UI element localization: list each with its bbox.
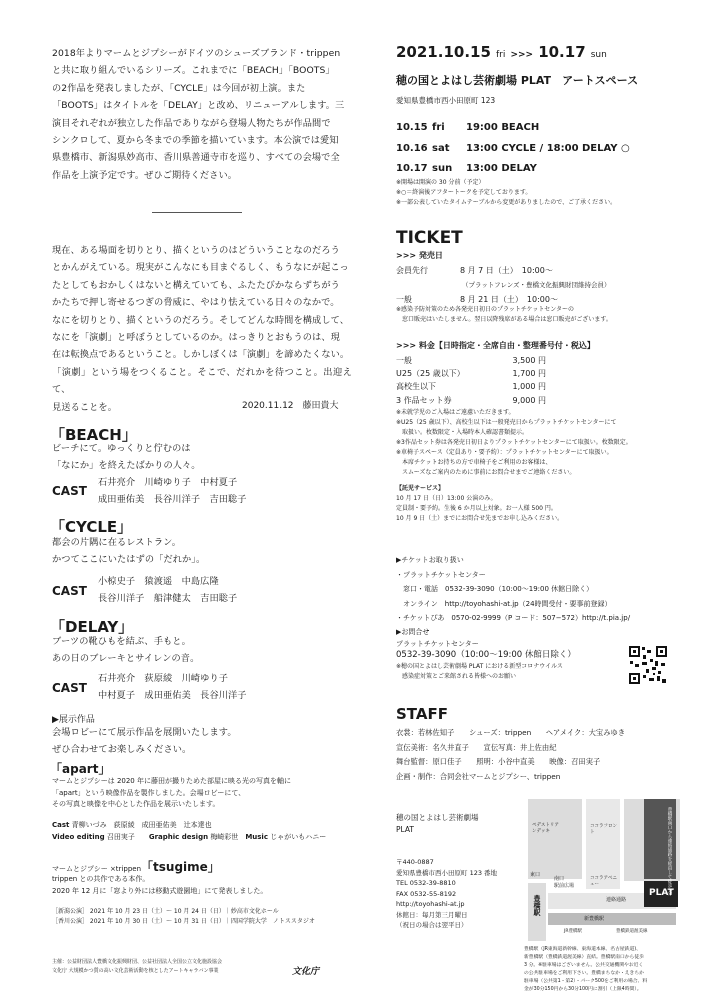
price-row xyxy=(396,380,546,393)
tsugime-line: 2020 年 12 月に「窓より外には移動式遊園地」にて発表しました。 xyxy=(52,886,268,895)
staff-title: STAFF xyxy=(396,705,448,723)
credit-value: 梅崎彩世 xyxy=(210,832,239,841)
apart-text xyxy=(52,776,362,811)
delay-desc xyxy=(52,633,199,668)
apart-credits xyxy=(52,820,326,843)
contact-line: プラットチケットセンター xyxy=(396,639,479,648)
price-row xyxy=(396,367,546,380)
apart-line: その写真と映像を中心とした作品を展示いたします。 xyxy=(52,800,220,808)
price-note: 本席チケットお持ちの方で車椅子をご利用のお客様は、 xyxy=(396,459,552,466)
access-line: 3 分。※駐車場はございません。公共交通機関やお近く xyxy=(524,963,644,968)
plat-url[interactable]: http://toyohashi-at.jp xyxy=(396,900,465,908)
beach-desc-line: ビーチにて。ゆっくりと佇むのは xyxy=(52,443,191,454)
credit-value: じゃがいもハニー xyxy=(270,832,327,841)
plat-name-line: PLAT xyxy=(396,825,415,834)
tsugime-text xyxy=(52,874,362,897)
plat-closed: 休館日：毎月第三月曜日 xyxy=(396,910,468,919)
outlets-head: ▶チケットお取り扱い xyxy=(396,556,464,564)
ticket-title: TICKET xyxy=(396,228,463,248)
plat-address: 愛知県豊橋市西小田原町 123 番地 xyxy=(396,868,498,877)
intro-line: と共に取り組んでいるシリーズ。これまでに「BEACH」「BOOTS」 xyxy=(52,65,335,77)
beach-cast-line: 成田亜佑美 長谷川洋子 吉田聡子 xyxy=(98,494,247,506)
schedule-note: ※○＝終演後アフタートークを予定しております。 xyxy=(396,189,532,196)
access-text xyxy=(524,946,694,994)
cycle-desc-line: 都会の片隅に在るレストラン。 xyxy=(52,537,182,548)
tour-dates xyxy=(52,907,315,927)
staff-list xyxy=(396,726,625,784)
schedule-note: ※一部公表していたタイムテーブルから変更がありましたので、ご了承ください。 xyxy=(396,199,617,206)
map-label: 連絡通路 xyxy=(606,897,627,903)
price-label: 一般 xyxy=(396,356,412,365)
delay-cast-label: CAST xyxy=(52,681,87,695)
general-label: 一般 xyxy=(396,295,412,304)
date-end-day: sun xyxy=(590,50,607,60)
plat-contact xyxy=(396,857,497,931)
date-range xyxy=(396,42,607,61)
plat-tel[interactable]: TEL 0532-39-8810 xyxy=(396,879,456,887)
intro-line: シンクロして、夏から冬までの季節を描いています。本公演では愛知 xyxy=(52,135,339,147)
date-start: 2021.10.15 xyxy=(396,43,491,61)
schedule-day: sat xyxy=(432,142,450,154)
apart-line: マームとジプシーは 2020 年に藤田が撮りためた部屋に映る光の写真を軸に xyxy=(52,777,291,785)
credit-value: 青柳いづみ 荻原綾 成田亜佑美 辻本達也 xyxy=(71,821,212,829)
tsugime-title: 「tsugime」 xyxy=(141,860,220,874)
intro-line: 県豊橋市、新潟県妙高市、香川県善通寺市を巡り、すべての会場で全 xyxy=(52,152,340,164)
bunkacho-logo: 文化庁 xyxy=(292,967,320,977)
date-end: 10.17 xyxy=(538,43,586,61)
map-label: ペデストリアンデッキ xyxy=(532,823,559,834)
map-label: JR豊橋駅 xyxy=(564,929,582,934)
map-label: 豊橋鉄道渥美線 xyxy=(616,929,648,934)
sale-note: 窓口販売はいたしません。翌日以降残席がある場合は窓口販売がございます。 xyxy=(396,316,612,323)
schedule-time: 13:00 DELAY xyxy=(466,163,537,174)
sponsor-text xyxy=(52,958,222,976)
schedule-row xyxy=(396,139,630,160)
map-label: ココラアベニュー xyxy=(590,876,617,887)
outlet-line[interactable]: ・チケットぴあ 0570-02-9999（P コード：507−572）http://t.pia.jp/ xyxy=(396,614,631,622)
beach-desc-line: 「なにか」を終えたばかりの人々。 xyxy=(52,460,201,472)
credit-label: Video editing xyxy=(52,832,105,841)
price-label: 高校生以下 xyxy=(396,382,436,392)
map-label: 東口 xyxy=(530,872,541,878)
schedule-time: 13:00 CYCLE / 18:00 DELAY ○ xyxy=(466,142,630,154)
price-table xyxy=(396,354,546,407)
price-note: ※3作品セット券は各発売日初日よりプラットチケットセンターにて取扱い。枚数限定。 xyxy=(396,439,632,446)
beach-desc xyxy=(52,440,201,475)
schedule-day: fri xyxy=(432,122,445,133)
essay-line: 在は転換点であるということ。しかしぼくは「演劇」を諦めたくない。 xyxy=(52,349,350,361)
delay-cast xyxy=(98,670,247,705)
price-label: U25（25 歳以下） xyxy=(396,369,465,379)
cycle-desc xyxy=(52,534,205,569)
intro-text xyxy=(52,45,352,184)
contact xyxy=(396,627,576,682)
apart-line: 「apart」という映像作品を製作しました。会場ロビーにて、 xyxy=(52,788,246,797)
access-line: 駐車場（公共第1・第2）・パーク500をご利用の場合、料 xyxy=(524,979,648,984)
exhibit-text xyxy=(52,724,237,759)
beach-cast xyxy=(98,474,247,509)
tour-niigata: ［新潟公演］ 2021 年 10 月 23 日（土）〜 10 月 24 日（日）｜妙高市文化ホール xyxy=(52,908,279,915)
essay-line: かたちで押し寄せるつぎの脅威に、やはり怯えている日々のなかで。 xyxy=(52,297,340,309)
plat-fax: FAX 0532-55-8192 xyxy=(396,889,457,898)
staff-line: 衣裳：若林佐知子 シューズ：trippen ヘアメイク：大宝みゆき xyxy=(396,728,626,737)
credit-label: Music xyxy=(245,832,268,841)
cycle-cast-line: 小椋史子 猿渡遥 中島広隆 xyxy=(98,576,219,587)
essay-text xyxy=(52,242,352,416)
exhibit-line: ぜひ合わせてお楽しみください。 xyxy=(52,744,192,756)
essay-line: とかんがえている。現実がこんなにも目まぐるしく、もうなにが起こっ xyxy=(52,262,349,274)
schedule-notes xyxy=(396,178,616,208)
price-notes xyxy=(396,408,632,478)
delay-desc-line: あの日のブレーキとサイレンの音。 xyxy=(52,653,200,665)
delay-cast-line: 石井亮介 荻原綾 川崎ゆり子 xyxy=(98,673,229,684)
sale-note: ※感染予防対策のため各発売日初日のプラットチケットセンターの xyxy=(396,306,574,313)
cycle-title: 「CYCLE」 xyxy=(50,518,133,536)
price-row xyxy=(396,394,546,407)
price-value: 1,000 円 xyxy=(512,382,546,392)
cycle-cast-line: 長谷川洋子 船津健太 吉田聡子 xyxy=(98,593,238,605)
essay-line: たとしてもおかしくはないと構えていても、ふたたびかならずちがう xyxy=(52,279,340,291)
intro-line: 2018年よりマームとジプシーがドイツのシューズブランド・trippen xyxy=(52,48,341,59)
map-label: 南口 xyxy=(554,876,565,882)
schedule-note: ※開場は開演の 30 分前（予定） xyxy=(396,179,485,186)
map-label-station: 豊橋駅 xyxy=(533,895,541,916)
essay-line: 「演劇」という場をつくること。そこで、だれかを待つこと。出迎えて、 xyxy=(52,366,352,396)
plat-name-line: 穂の国とよはし芸術劇場 xyxy=(396,813,479,822)
access-line: 金が30分150円から30分100円に割引（上限4時間）。 xyxy=(524,987,642,992)
schedule-date: 10.15 xyxy=(396,122,428,133)
access-line: の公共駐車場をご利用下さい。豊橋まちなか・えきちか xyxy=(524,971,644,976)
delay-desc-line: ブーツの靴ひもを結ぶ、手もと。 xyxy=(52,636,191,647)
ticket-outlets xyxy=(396,553,630,626)
essay-line: 現在、ある場面を切りとり、描くというのはどういうことなのだろう xyxy=(52,245,340,256)
sale-notes xyxy=(396,305,612,325)
plat-name xyxy=(396,812,479,836)
essay-line: なにを「演劇」と呼ぼうとしているのか。はっきりとおもうのは、現 xyxy=(52,332,340,344)
essay-line: 見送ることを。 xyxy=(52,401,118,413)
staff-line: 企画・制作：合同会社マームとジプシー、trippen xyxy=(396,771,561,781)
member-label: 会員先行 xyxy=(396,266,428,275)
access-line: 豊橋駅（JR東海道新幹線、東海道本線、名古屋鉄道)、 xyxy=(524,947,641,952)
cycle-cast xyxy=(98,573,237,608)
contact-phone[interactable]: 0532-39-3090（10:00〜19:00 休館日除く） xyxy=(396,650,576,660)
childcare-line: 10 月 9 日（土）までにお問合せ先までお申し込みください。 xyxy=(396,515,564,522)
access-map[interactable] xyxy=(524,795,684,945)
outlet-line[interactable]: 窓口・電話 0532-39-3090（10:00〜19:00 休館日除く） xyxy=(396,585,594,593)
price-note: ※車椅子スペース（定員あり・要予約）：プラットチケットセンターにて取扱い。 xyxy=(396,449,613,456)
contact-line: ※穂の国とよはし芸術劇場 PLAT における新型コロナウイルス xyxy=(396,662,563,670)
tsugime-line: trippen との共作である本作。 xyxy=(52,875,150,883)
intro-line: の2作品を発表しましたが、「CYCLE」は今回が初上演。また xyxy=(52,82,306,94)
plat-closed: （祝日の場合は翌平日） xyxy=(396,921,468,929)
map-block xyxy=(528,799,582,879)
qr-code-icon[interactable] xyxy=(628,645,668,685)
date-arrow: >>> xyxy=(510,50,534,60)
childcare xyxy=(396,484,563,524)
map-label: 駅前広場 xyxy=(554,883,575,889)
price-row xyxy=(396,354,546,367)
price-value: 9,000 円 xyxy=(512,395,546,405)
cycle-desc-line: かつてここにいたはずの「だれか」。 xyxy=(52,554,206,566)
apart-title: 「apart」 xyxy=(50,762,111,776)
price-note: ※U25（25 歳以下）、高校生以下は一般発売日からプラットチケットセンターにて xyxy=(396,419,617,426)
exhibit-heading: ▶展示作品 xyxy=(52,715,95,725)
member-date: 8 月 7 日（土） 10:00〜 xyxy=(460,266,553,275)
map-rail xyxy=(548,913,676,925)
price-note: 取扱い。枚数限定・入場時本人確認書類提示。 xyxy=(396,429,529,436)
venue-name: 穂の国とよはし芸術劇場 PLAT アートスペース xyxy=(396,74,639,87)
schedule-date: 10.16 xyxy=(396,142,428,154)
beach-cast-label: CAST xyxy=(52,484,87,498)
beach-cast-line: 石井亮介 川崎ゆり子 中村夏子 xyxy=(98,477,238,488)
essay-line: なにを切りとり、描くというのだろう。そしてどんな時間を構成して、 xyxy=(52,314,350,326)
childcare-line: 定員制・要予約。生後 6 か月以上対象。お一人様 500 円。 xyxy=(396,505,557,512)
beach-title: 「BEACH」 xyxy=(50,426,137,444)
ticket-sale-head: >>> 発売日 xyxy=(396,251,443,260)
exhibit-line: 会場ロビーにて展示作品を展開いたします。 xyxy=(52,727,237,738)
schedule-row xyxy=(396,159,630,180)
sponsor-line: 文化庁 大規模かつ質の高い文化芸術活動を核としたアートキャラバン事業 xyxy=(52,968,219,974)
date-start-day: fri xyxy=(496,50,506,60)
essay-signature: 2020.11.12 藤田貴大 xyxy=(242,401,339,411)
tour-kagawa: ［香川公演］ 2021 年 10 月 30 日（土）〜 10 月 31 日（日）｜四国学院大学 ノトススタジオ xyxy=(52,918,315,925)
cycle-cast-label: CAST xyxy=(52,584,87,598)
map-label: 新豊橋駅 xyxy=(584,916,605,922)
price-value: 3,500 円 xyxy=(512,356,546,365)
price-value: 1,700 円 xyxy=(512,369,546,379)
general-date: 8 月 21 日（土） 10:00〜 xyxy=(460,295,558,304)
intro-line: 作品を上演予定です。ぜひご期待ください。 xyxy=(52,169,238,181)
plat-zip: 〒440-0887 xyxy=(396,858,434,866)
outlet-line: ・プラットチケットセンター xyxy=(396,570,486,579)
member-note: （プラットフレンズ・豊橋文化振興財団維持会員） xyxy=(462,281,611,289)
intro-line: 「BOOTS」はタイトルを「DELAY」と改め、リニューアルします。三 xyxy=(52,100,345,112)
schedule-time: 19:00 BEACH xyxy=(466,122,540,133)
schedule-date: 10.17 xyxy=(396,163,428,174)
contact-line: 感染症対策とご来館される皆様へのお願い xyxy=(396,672,517,680)
map-label-plat: PLAT xyxy=(649,888,674,898)
tsugime-prefix: マームとジプシー ×trippen xyxy=(52,865,142,873)
contact-head: ▶お問合せ xyxy=(396,628,430,636)
venue-address: 愛知県豊橋市西小田原町 123 xyxy=(396,96,496,105)
credit-label: Graphic design xyxy=(148,832,209,841)
intro-line: 演目それぞれが独立した作品でありながら登場人物たちが作品間で xyxy=(52,117,331,129)
staff-line: 宣伝美術：名久井直子 宣伝写真：井上佐由紀 xyxy=(396,742,557,752)
schedule-row xyxy=(396,118,630,139)
price-head: >>> 料金【日時指定・全席自由・整理番号付・税込】 xyxy=(396,341,595,350)
map-label-walk: 豊橋駅南口から連絡通路を経由して徒歩3分 xyxy=(667,807,672,896)
access-line: 新豊橋駅（豊橋鉄道渥美線）直結。豊橋駅南口から徒歩 xyxy=(524,955,644,960)
childcare-line: 10 月 17 日（日）13:00 公演のみ。 xyxy=(396,495,497,502)
childcare-head: 【託児サービス】 xyxy=(396,485,445,492)
sponsor-line: 主催：公益財団法人豊橋文化振興財団、公益社団法人全国公立文化施設協会 xyxy=(52,959,223,965)
outlet-line[interactable]: オンライン http://toyohashi-at.jp（24時間受付・要事前登録） xyxy=(396,599,612,608)
credit-value: 召田実子 xyxy=(106,832,135,841)
tsugime-heading xyxy=(52,856,220,876)
delay-title: 「DELAY」 xyxy=(50,618,134,636)
price-note: ※未就学児のご入場はご遠慮いただきます。 xyxy=(396,409,515,416)
schedule-day: sun xyxy=(432,163,453,174)
staff-line: 舞台監督：原口佳子 照明：小谷中直美 映像：召田実子 xyxy=(396,757,601,766)
delay-cast-line: 中村夏子 成田亜佑美 長谷川洋子 xyxy=(98,690,247,702)
map-label: ココラフロント xyxy=(590,824,617,835)
credit-label: Cast xyxy=(52,821,70,829)
divider xyxy=(152,212,242,213)
schedule xyxy=(396,118,630,180)
price-label: 3 作品セット券 xyxy=(396,395,452,405)
price-note: スムーズなご案内のために事前にお問合せまでご連絡ください。 xyxy=(396,469,576,476)
